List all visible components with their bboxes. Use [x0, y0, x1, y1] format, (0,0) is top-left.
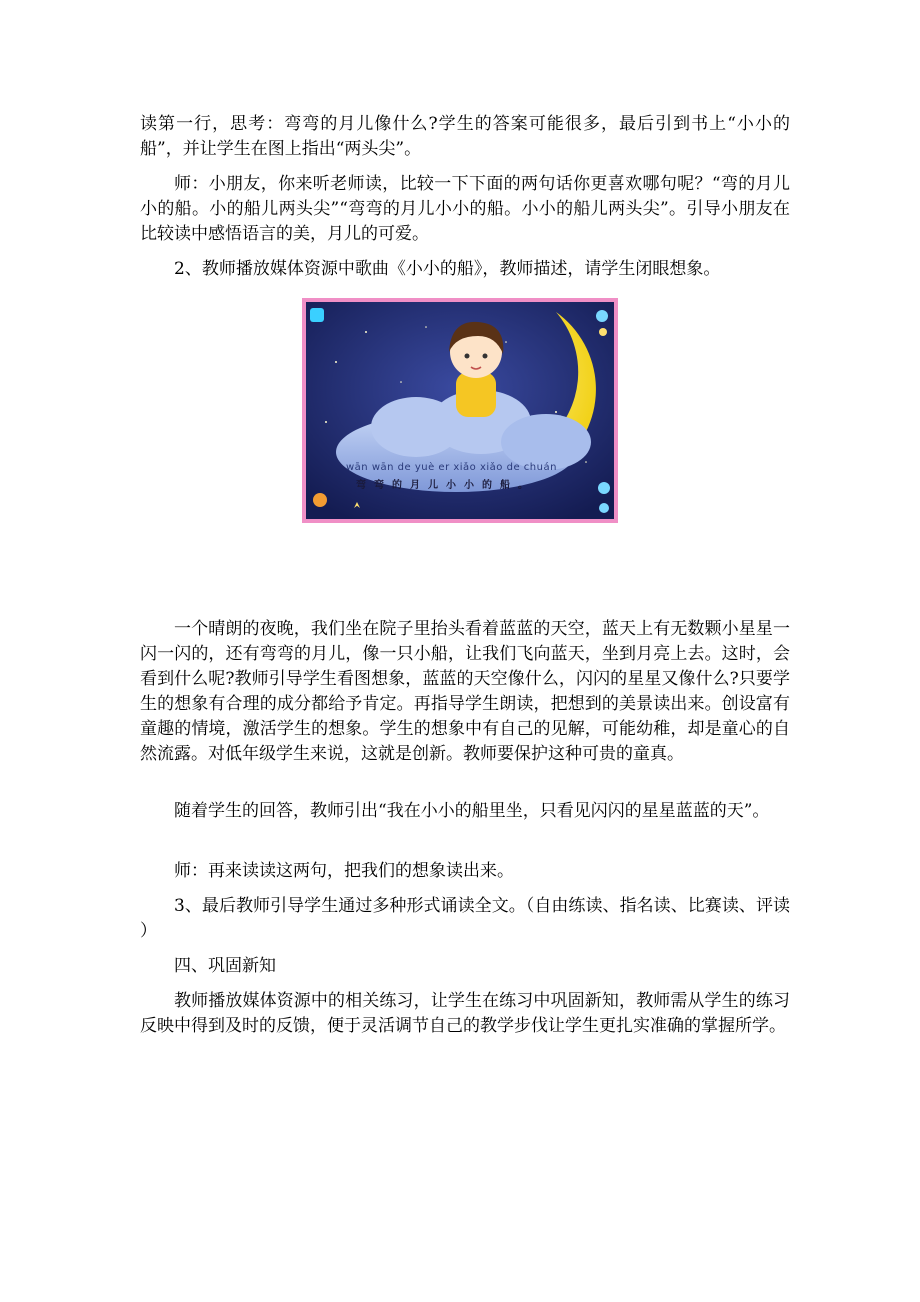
- paragraph-9: 教师播放媒体资源中的相关练习，让学生在练习中巩固新知，教师需从学生的练习反映中得到及时的反馈，便于灵活调节自己的教学步伐让学生更扎实准确的掌握所学。: [140, 991, 790, 1036]
- paragraph-1: 读第一行，思考：弯弯的月儿像什么?学生的答案可能很多，最后引到书上“小小的船”，并让学生在图上指出“两头尖”。: [140, 114, 790, 159]
- moon-boat-illustration: [302, 298, 618, 523]
- child-figure: [449, 322, 503, 417]
- paragraph-5: 随着学生的回答，教师引出“我在小小的船里坐，只看见闪闪的星星蓝蓝的天”。: [174, 801, 770, 821]
- section-heading: 四、巩固新知: [174, 956, 276, 976]
- paragraph-2: 师：小朋友，你来听老师读，比较一下下面的两句话你更喜欢哪句呢？“弯的月儿小的船。小的船儿两头尖”“弯弯的月儿小小的船。小小的船儿两头尖”。引导小朋友在比较读中感悟语言的美，月儿的可爱。: [140, 174, 790, 244]
- paragraph-4: 一个晴朗的夜晚，我们坐在院子里抬头看着蓝蓝的天空，蓝天上有无数颗小星星一闪一闪的，还有弯弯的月儿，像一只小船，让我们飞向蓝天，坐到月亮上去。这时，会看到什么呢?教师引导学生看图想象，蓝蓝的天空像什么，闪闪的星星又像什么?只要学生的想象有合理的成分都给予肯定。再指导学生朗读，把想到的美景读出来。创设富有童趣的情境，激活学生的想象。学生的想象中有自己的见解，可能幼稚，却是童心的自然流露。对低年级学生来说，这就是创新。教师要保护这种可贵的童真。: [140, 619, 790, 764]
- paragraph-3: 2、教师播放媒体资源中歌曲《小小的船》，教师描述，请学生闭眼想象。: [174, 259, 721, 279]
- pinyin-caption: wān wān de yuè er xiǎo xiǎo de chuán: [346, 462, 557, 473]
- hanzi-caption: 弯弯的月儿小小的船。: [356, 480, 536, 491]
- paragraph-6: 师：再来读读这两句，把我们的想象读出来。: [174, 861, 514, 881]
- paragraph-7: 3、最后教师引导学生通过多种形式诵读全文。（自由练读、指名读、比赛读、评读 ）: [140, 896, 790, 941]
